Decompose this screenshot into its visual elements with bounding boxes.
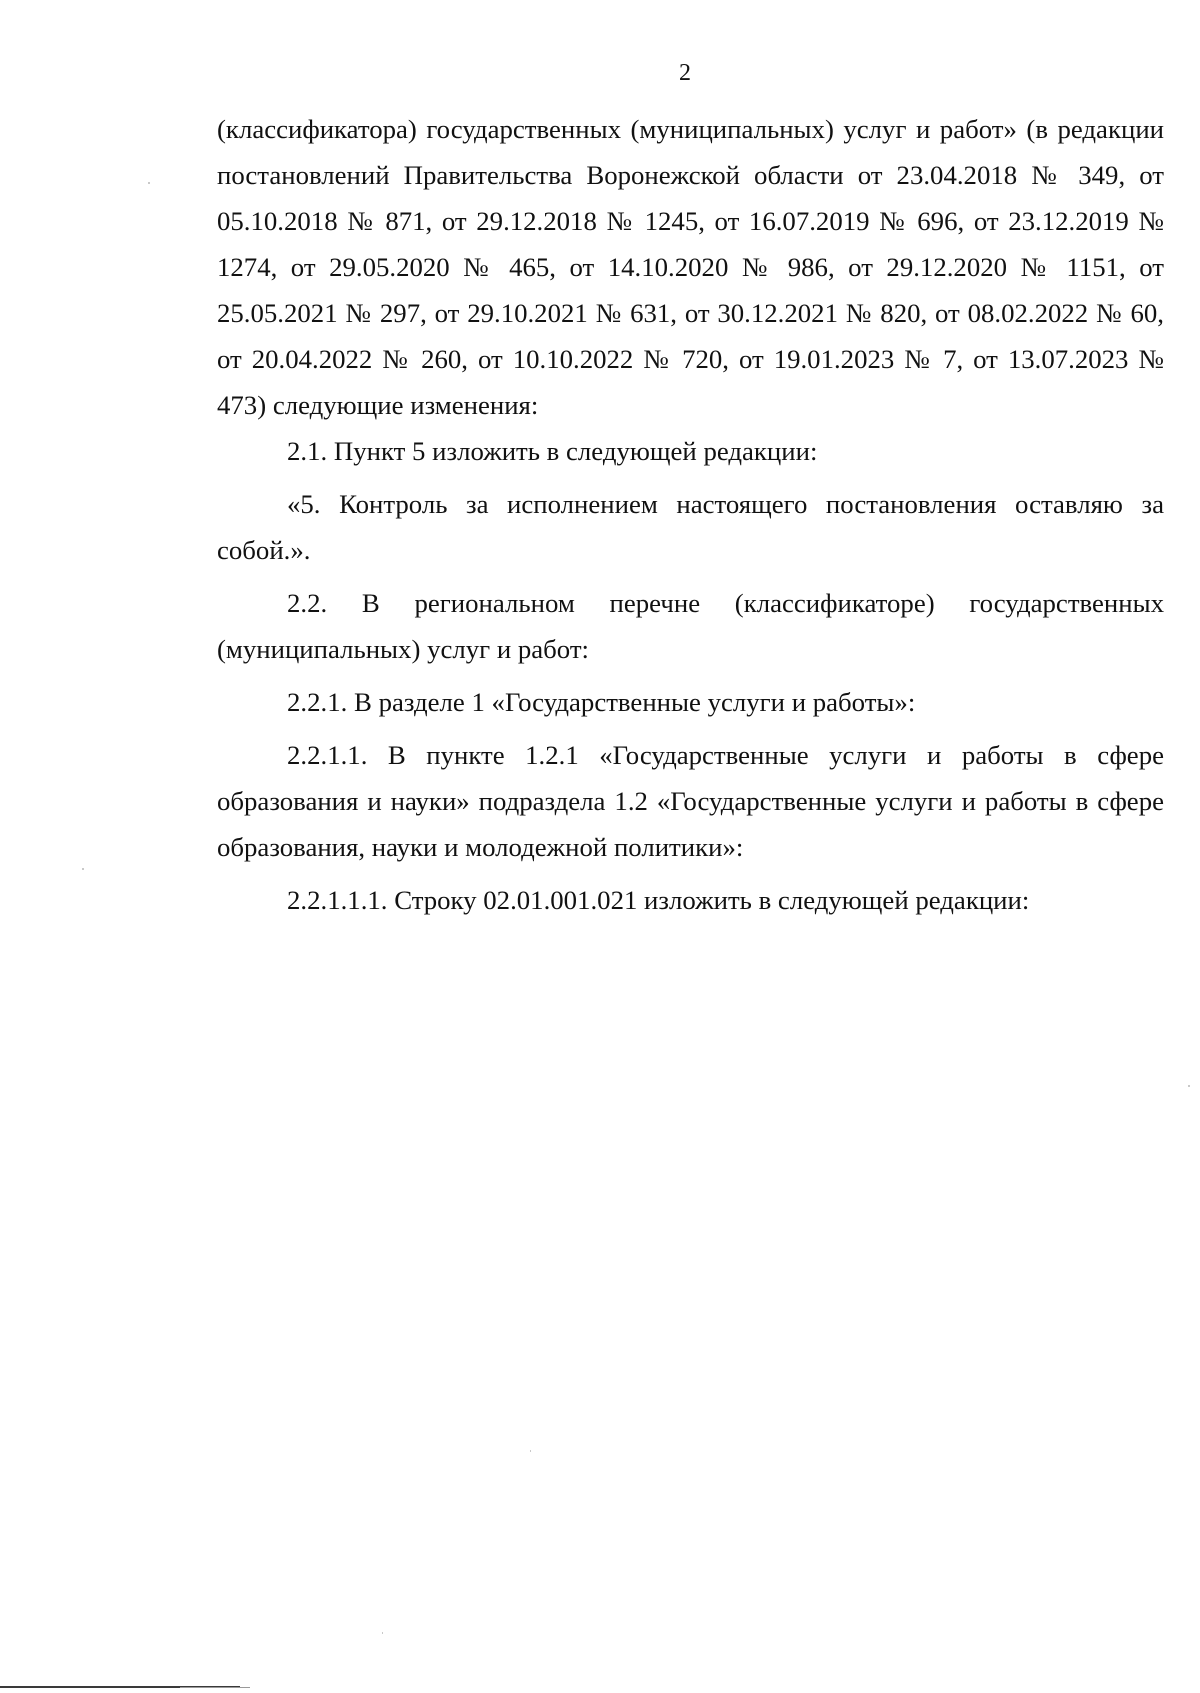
scan-speck [1188, 1085, 1190, 1087]
page-number: 2 [679, 60, 691, 86]
scan-speck [530, 1450, 531, 1452]
paragraph-item-2-2: 2.2. В региональном перечне (классификаторе) государственных (муниципальных) услуг и работ: [217, 588, 1164, 664]
scan-speck [382, 1632, 383, 1634]
paragraph-continuation: (классификатора) государственных (муниципальных) услуг и работ» (в редакции постановлений Правительства Воронежской области от 23.04.2018 № 349, от 05.10.2018 № 871, от 29.12.2018 № 1245, от 16.07.2019 № 696, от 23.12.2019 № 1274, от 29.05.2020 № 465, от 14.10.2020 № 986, от 29.12.2020 № 1151, от 25.05.2021 № 297, от 29.10.2021 № 631, от 30.12.2021 № 820, от 08.02.2022 № 60, от 20.04.2022 № 260, от 10.10.2022 № 720, от 19.01.2023 № 7, от 13.07.2023 № 473) следующие изменения: [217, 114, 1164, 420]
scan-edge-line [180, 1687, 250, 1688]
paragraph-quote-item-5: «5. Контроль за исполнением настоящего постановления оставляю за собой.». [217, 489, 1164, 565]
document-body [217, 106, 1164, 923]
paragraph-item-2-1: 2.1. Пункт 5 изложить в следующей редакции: [287, 436, 818, 466]
scan-speck [82, 868, 84, 870]
paragraph-item-2-2-1-1-1: 2.2.1.1.1. Строку 02.01.001.021 изложить в следующей редакции: [287, 885, 1030, 915]
paragraph-item-2-2-1-1: 2.2.1.1. В пункте 1.2.1 «Государственные услуги и работы в сфере образования и науки» подраздела 1.2 «Государственные услуги и работы в сфере образования, науки и молодежной политики»: [217, 740, 1164, 862]
scan-speck [148, 182, 150, 184]
paragraph-item-2-2-1: 2.2.1. В разделе 1 «Государственные услуги и работы»: [287, 687, 916, 717]
